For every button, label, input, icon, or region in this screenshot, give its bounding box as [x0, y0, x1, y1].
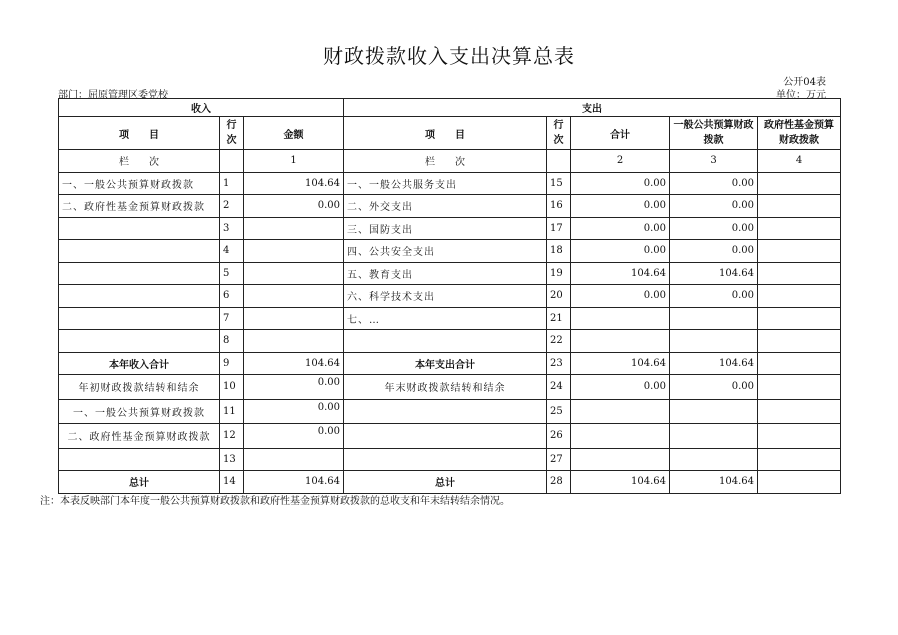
- expense-total: 0.00: [571, 285, 670, 308]
- expense-row-no: 26: [547, 424, 571, 449]
- income-column-label: 栏 次: [59, 150, 220, 173]
- expense-total: [571, 330, 670, 353]
- table-row: [59, 240, 841, 263]
- income-item: 一、一般公共预算财政拨款: [59, 172, 220, 195]
- income-subtotal-label: 本年收入合计: [59, 352, 220, 375]
- department-label: 部门：屈原管理区委党校: [58, 90, 168, 101]
- income-amount: [244, 330, 344, 353]
- expense-general-budget: 0.00: [670, 240, 758, 263]
- expense-total: 104.64: [571, 471, 670, 494]
- expense-row-no: 18: [547, 240, 571, 263]
- income-amount: 0.00: [244, 375, 344, 400]
- fiscal-summary-table: [58, 98, 841, 494]
- expense-row-no: 15: [547, 172, 571, 195]
- expense-item: 七、…: [344, 307, 547, 330]
- expense-item-header: 项 目: [344, 117, 547, 150]
- expense-item: [344, 399, 547, 424]
- income-row-no: 4: [220, 240, 244, 263]
- column-number-2: 2: [571, 150, 670, 173]
- expense-row-no: 17: [547, 217, 571, 240]
- expense-row-no: 20: [547, 285, 571, 308]
- income-amount: 104.64: [244, 471, 344, 494]
- income-item: [59, 217, 220, 240]
- expense-row-no: 21: [547, 307, 571, 330]
- income-row-no: 9: [220, 352, 244, 375]
- income-amount: 0.00: [244, 195, 344, 218]
- expense-fund-budget: [758, 307, 841, 330]
- income-item: [59, 448, 220, 471]
- income-row-no: 12: [220, 424, 244, 449]
- table-row: [59, 448, 841, 471]
- expense-item: 一、一般公共服务支出: [344, 172, 547, 195]
- income-row-no: 11: [220, 399, 244, 424]
- table-row: [59, 375, 841, 400]
- expense-fund-budget: [758, 399, 841, 424]
- expense-total-header: 合计: [571, 117, 670, 150]
- expense-fund-budget: [758, 217, 841, 240]
- expense-general-budget: [670, 307, 758, 330]
- income-item: [59, 262, 220, 285]
- expense-total: 104.64: [571, 352, 670, 375]
- expense-general-budget: [670, 330, 758, 353]
- expense-item: [344, 424, 547, 449]
- expense-general-budget: 0.00: [670, 375, 758, 400]
- income-amount: [244, 217, 344, 240]
- income-row-no: 10: [220, 375, 244, 400]
- expense-item: [344, 448, 547, 471]
- table-row: [59, 399, 841, 424]
- page-title: 财政拨款收入支出决算总表: [323, 44, 575, 68]
- expense-item: 五、教育支出: [344, 262, 547, 285]
- expense-row-no: 24: [547, 375, 571, 400]
- expense-row-no: 16: [547, 195, 571, 218]
- expense-total: [571, 307, 670, 330]
- income-item: [59, 285, 220, 308]
- income-grand-total-label: 总计: [59, 471, 220, 494]
- income-row-no: 6: [220, 285, 244, 308]
- form-number: 公开04表: [783, 77, 826, 88]
- income-amount: [244, 262, 344, 285]
- expense-total: [571, 424, 670, 449]
- expense-row-no: 28: [547, 471, 571, 494]
- expense-column-label: 栏 次: [344, 150, 547, 173]
- income-amount: 104.64: [244, 352, 344, 375]
- table-row: [59, 285, 841, 308]
- expense-general-budget: 0.00: [670, 217, 758, 240]
- income-row-no-header: 行次: [220, 117, 244, 150]
- income-header: 收入: [59, 99, 344, 117]
- expense-total: 104.64: [571, 262, 670, 285]
- income-item: 二、政府性基金预算财政拨款: [59, 424, 220, 449]
- income-amount: 0.00: [244, 424, 344, 449]
- expense-total: 0.00: [571, 217, 670, 240]
- income-item: [59, 307, 220, 330]
- table-row: [59, 330, 841, 353]
- income-row-no: 1: [220, 172, 244, 195]
- expense-fund-budget: [758, 195, 841, 218]
- expense-total: [571, 448, 670, 471]
- income-amount: [244, 307, 344, 330]
- fund-budget-header: 政府性基金预算财政拨款: [758, 117, 841, 150]
- income-row-no: 2: [220, 195, 244, 218]
- expense-item: 六、科学技术支出: [344, 285, 547, 308]
- income-row-no: 14: [220, 471, 244, 494]
- income-item: 一、一般公共预算财政拨款: [59, 399, 220, 424]
- expense-row-no: 19: [547, 262, 571, 285]
- income-row-no: 7: [220, 307, 244, 330]
- income-item: 二、政府性基金预算财政拨款: [59, 195, 220, 218]
- expense-fund-budget: [758, 352, 841, 375]
- table-row: [59, 352, 841, 375]
- expense-fund-budget: [758, 375, 841, 400]
- table-row: [59, 471, 841, 494]
- income-amount: 104.64: [244, 172, 344, 195]
- expense-row-no: 25: [547, 399, 571, 424]
- column-number-3: 3: [670, 150, 758, 173]
- expense-fund-budget: [758, 471, 841, 494]
- income-row-no: 8: [220, 330, 244, 353]
- column-number-4: 4: [758, 150, 841, 173]
- expense-total: 0.00: [571, 172, 670, 195]
- table-row: [59, 424, 841, 449]
- expense-grand-total-label: 总计: [344, 471, 547, 494]
- table-row: [59, 172, 841, 195]
- expense-fund-budget: [758, 285, 841, 308]
- expense-row-no: 22: [547, 330, 571, 353]
- expense-total: [571, 399, 670, 424]
- expense-row-no-header: 行次: [547, 117, 571, 150]
- income-item-header: 项 目: [59, 117, 220, 150]
- income-row-no: 13: [220, 448, 244, 471]
- expense-item: 四、公共安全支出: [344, 240, 547, 263]
- income-amount: [244, 448, 344, 471]
- unit-label: 单位：万元: [776, 90, 826, 101]
- table-row: [59, 262, 841, 285]
- income-item: [59, 240, 220, 263]
- expense-general-budget: 0.00: [670, 195, 758, 218]
- expense-header: 支出: [344, 99, 841, 117]
- expense-total: 0.00: [571, 375, 670, 400]
- expense-fund-budget: [758, 448, 841, 471]
- expense-general-budget: 104.64: [670, 471, 758, 494]
- income-row-no: 5: [220, 262, 244, 285]
- income-item: [59, 330, 220, 353]
- expense-item: 二、外交支出: [344, 195, 547, 218]
- expense-general-budget: 104.64: [670, 352, 758, 375]
- income-amount: [244, 285, 344, 308]
- column-number-1: 1: [244, 150, 344, 173]
- expense-item: 年末财政拨款结转和结余: [344, 375, 547, 400]
- income-row-no: 3: [220, 217, 244, 240]
- expense-row-no: 27: [547, 448, 571, 471]
- expense-fund-budget: [758, 172, 841, 195]
- expense-general-budget: 0.00: [670, 285, 758, 308]
- income-amount-header: 金额: [244, 117, 344, 150]
- footnote: 注：本表反映部门本年度一般公共预算财政拨款和政府性基金预算财政拨款的总收支和年末结转结余情况。: [40, 496, 510, 507]
- expense-total: 0.00: [571, 240, 670, 263]
- expense-general-budget: [670, 448, 758, 471]
- expense-item: [344, 330, 547, 353]
- expense-fund-budget: [758, 240, 841, 263]
- table-row: [59, 307, 841, 330]
- expense-fund-budget: [758, 262, 841, 285]
- expense-total: 0.00: [571, 195, 670, 218]
- general-budget-header: 一般公共预算财政拨款: [670, 117, 758, 150]
- expense-fund-budget: [758, 424, 841, 449]
- expense-general-budget: [670, 399, 758, 424]
- income-amount: [244, 240, 344, 263]
- expense-general-budget: 0.00: [670, 172, 758, 195]
- expense-row-no: 23: [547, 352, 571, 375]
- table-row: [59, 217, 841, 240]
- income-amount: 0.00: [244, 399, 344, 424]
- expense-general-budget: [670, 424, 758, 449]
- expense-fund-budget: [758, 330, 841, 353]
- expense-item: 三、国防支出: [344, 217, 547, 240]
- expense-general-budget: 104.64: [670, 262, 758, 285]
- expense-subtotal-label: 本年支出合计: [344, 352, 547, 375]
- income-item: 年初财政拨款结转和结余: [59, 375, 220, 400]
- table-row: [59, 195, 841, 218]
